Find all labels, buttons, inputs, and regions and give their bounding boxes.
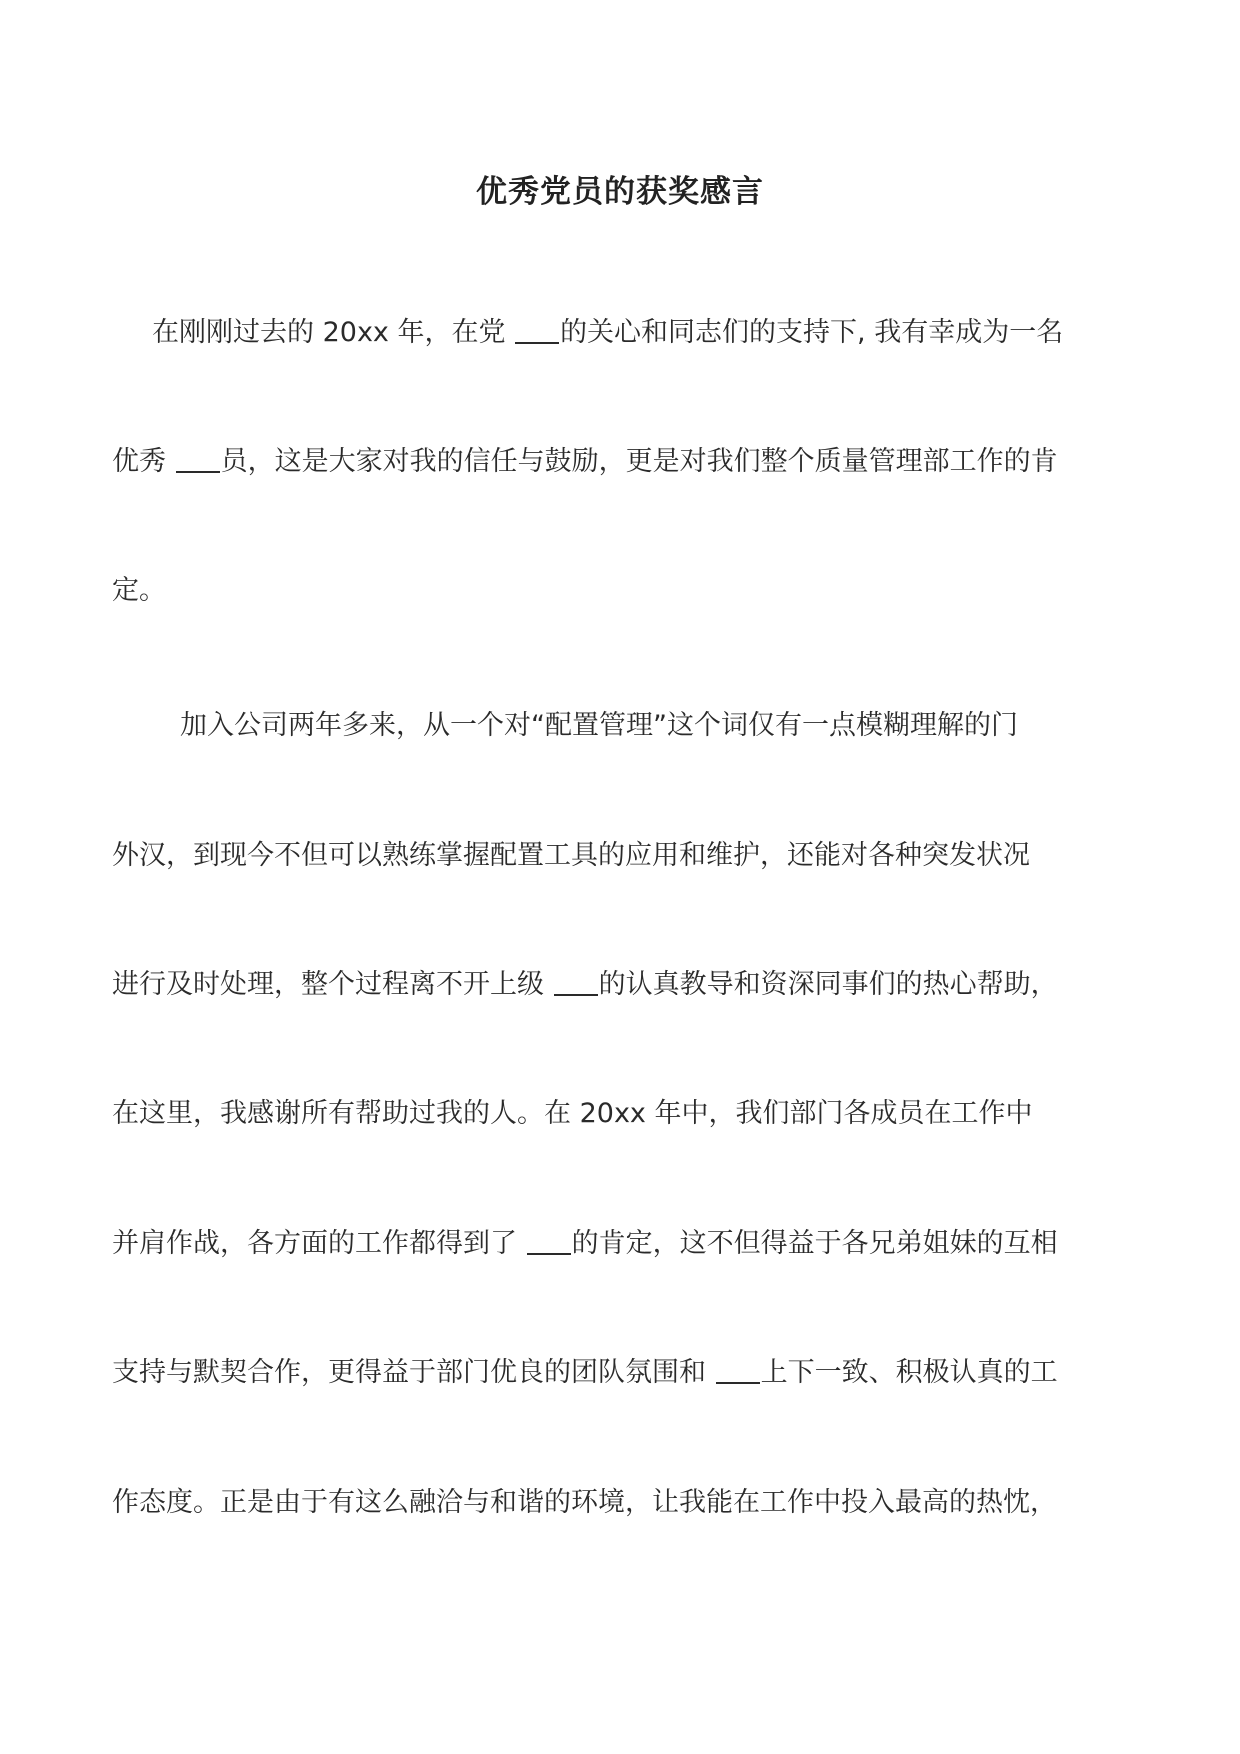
- line-text: 加入公司两年多来，从一个对“配置管理”这个词仅有一点模糊理解的门: [180, 710, 1018, 741]
- line-text-before-blank: 在刚刚过去的 20xx 年，在党: [152, 317, 515, 348]
- paragraph-line-3: [112, 573, 166, 609]
- fill-in-blank: [716, 1356, 760, 1384]
- line-text-after-blank: 的肯定，这不但得益于各兄弟姐妹的互相: [571, 1228, 1058, 1259]
- paragraph-line-8: [112, 1226, 1058, 1262]
- paragraph-line-7: [112, 1096, 1032, 1132]
- line-text: 作态度。正是由于有这么融洽与和谐的环境，让我能在工作中投入最高的热忱，: [112, 1487, 1057, 1518]
- line-text: 外汉，到现今不但可以熟练掌握配置工具的应用和维护，还能对各种突发状况: [112, 840, 1030, 871]
- line-text: 在这里，我感谢所有帮助过我的人。在 20xx 年中，我们部门各成员在工作中: [112, 1098, 1033, 1129]
- line-text-after-blank: 上下一致、积极认真的工: [760, 1357, 1058, 1388]
- fill-in-blank: [554, 968, 598, 996]
- document-title: 优秀党员的获奖感言: [476, 174, 764, 210]
- paragraph-line-6: [112, 967, 1058, 1003]
- line-text-before-blank: 进行及时处理，整个过程离不开上级: [112, 969, 553, 1000]
- line-text-after-blank: 员，这是大家对我的信任与鼓励，更是对我们整个质量管理部工作的肯: [220, 446, 1058, 477]
- line-text-before-blank: 优秀: [112, 446, 175, 477]
- fill-in-blank: [527, 1227, 571, 1255]
- paragraph-line-5: [112, 838, 1030, 874]
- paragraph-line-1: [112, 315, 1063, 351]
- paragraph-line-10: [112, 1485, 1057, 1521]
- paragraph-line-4: [112, 708, 1018, 744]
- line-text-before-blank: 并肩作战，各方面的工作都得到了: [112, 1228, 526, 1259]
- fill-in-blank: [176, 445, 220, 473]
- line-text: 定。: [112, 575, 166, 606]
- line-text-before-blank: 支持与默契合作，更得益于部门优良的团队氛围和: [112, 1357, 715, 1388]
- fill-in-blank: [515, 316, 559, 344]
- paragraph-line-9: [112, 1355, 1058, 1391]
- line-text-after-blank: 的认真教导和资深同事们的热心帮助，: [598, 969, 1058, 1000]
- line-text-after-blank: 的关心和同志们的支持下, 我有幸成为一名: [560, 317, 1064, 348]
- paragraph-line-2: [112, 444, 1058, 480]
